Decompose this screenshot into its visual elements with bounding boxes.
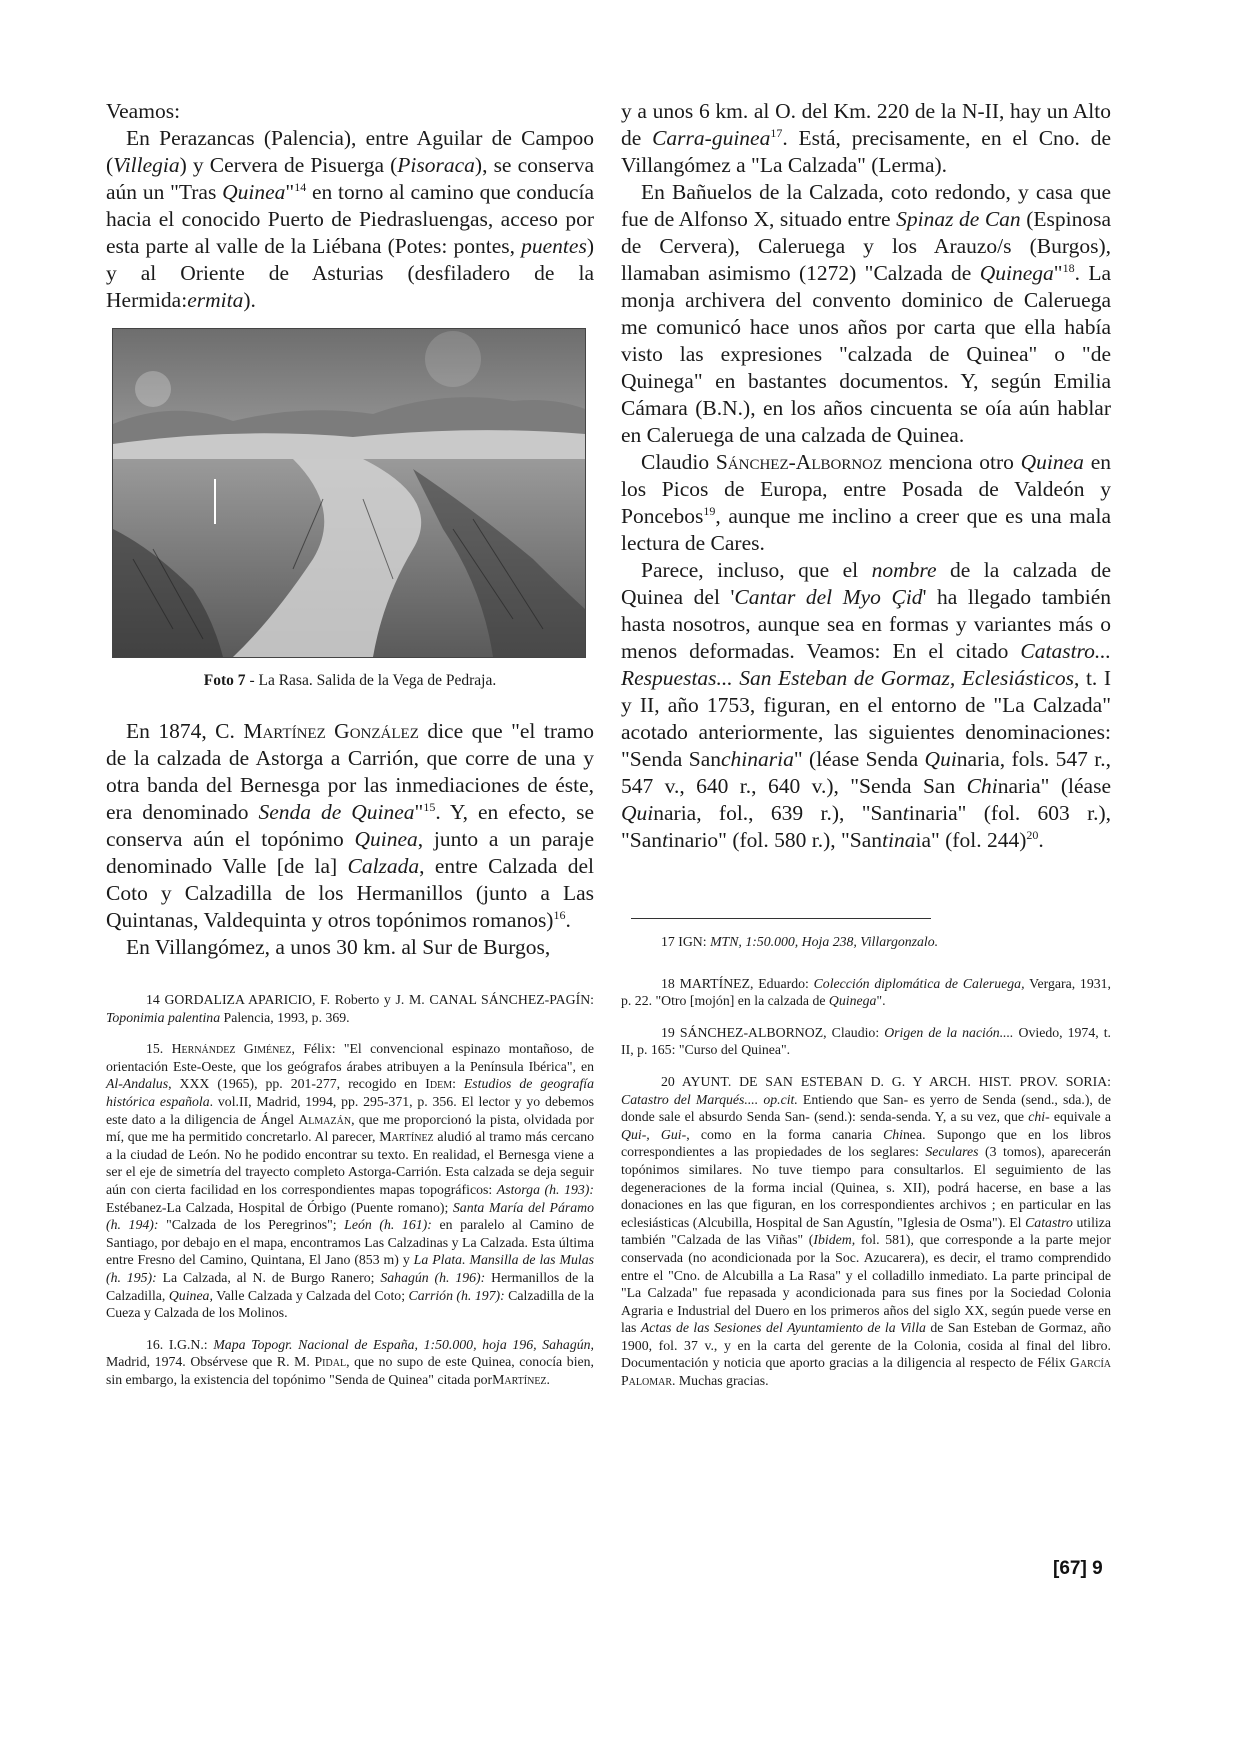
caption-label: Foto 7: [203, 672, 246, 689]
footnotes-left: [106, 991, 594, 1388]
footnote-16: 16. I.G.N.: Mapa Topogr. Nacional de España, 1:50.000, hoja 196, Sahagún, Madrid, 1974. Obsérvese que R. M. Pidal, que no supo de este Quinea, conocía bien, sin embargo, la existencia del topónimo "Senda de Quinea" citada porMartínez.: [106, 1336, 594, 1387]
footnote-rule: [631, 918, 931, 919]
right-body-text: [621, 98, 1111, 854]
footnote-ref-16: 16: [553, 907, 566, 922]
footnote-ref-14: 14: [294, 179, 307, 194]
paragraph-veamos: Veamos:: [106, 99, 181, 123]
footnote-ref-19: 19: [703, 503, 716, 518]
photo-la-rasa: [112, 328, 586, 658]
left-body-text: [106, 98, 594, 314]
paragraph-sanchez-albornoz: Claudio Sánchez-Albornoz menciona otro Quinea en los Picos de Europa, entre Posada de Valdeón y Poncebos$^{19}$, aunque me inclino a creer que es una mala lectura de Cares.: [621, 450, 1111, 555]
landscape-photo-illustration: [113, 329, 585, 657]
footnote-separator-wrap: [621, 918, 1111, 919]
paragraph-perazancas: En Perazancas (Palencia), entre Aguilar de Campoo (Villegia) y Cervera de Pisuerga (Pisoraca), se conserva aún un "Tras Quinea"$^{14}$ en torno al camino que conducía hacia el conocido Puerto de Piedrasluengas, acceso por esta parte al valle de la Liébana (Potes: pontes, puentes) y al Oriente de Asturias (desfiladero de la Hermida:ermita).: [106, 126, 594, 312]
caption-text: - La Rasa. Salida de la Vega de Pedraja.: [245, 672, 497, 689]
footnote-ref-20: 20: [1026, 827, 1039, 842]
paragraph-carra-guinea: y a unos 6 km. al O. del Km. 220 de la N-II, hay un Alto de Carra-guinea$^{17}$. Está, precisamente, en el Cno. de Villangómez a "La Calzada" (Lerma).: [621, 99, 1111, 177]
page-number: [67] 9: [1053, 1558, 1103, 1579]
paragraph-cantar-myo-cid: Parece, incluso, que el nombre de la calzada de Quinea del 'Cantar del Myo Çid' ha llegado también hasta nosotros, aunque sea en formas y variantes más o menos deformadas. Veamos: En el citado Catastro... Respuestas... San Esteban de Gormaz, Eclesiásticos, t. I y II, año 1753, figuran, en el entorno de "La Calzada" acotado anteriormente, las siguientes denominaciones: "Senda Sanchinaria" (léase Senda Quinaria, fols. 547 r., 547 v., 640 r., 640 v.), "Senda San Chinaria" (léase Quinaria, fol., 639 r.), "Santinaria" (fol. 603 r.), "Santinario" (fol. 580 r.), "Santinaia" (fol. 244)$^{20}$.: [621, 558, 1111, 852]
footnote-ref-18: 18: [1062, 260, 1075, 275]
footnote-ref-15: 15: [423, 799, 436, 814]
footnote-15: 15. Hernández Giménez, Félix: "El convencional espinazo montañoso, de orientación Este-Oeste, que los geógrafos árabes atribuyen a la Península Ibérica", en Al-Andalus, XXX (1965), pp. 201-277, recogido en Idem: Estudios de geografía histórica española. vol.II, Madrid, 1994, pp. 295-371, p. 356. El lector y yo debemos este dato a la diligencia de Ángel Almazán, que me proporcionó la pista, olvidada por mí, que me ha permitido concretarlo. Al parecer, Martínez aludió al tramo más cercano a la ciudad de León. No he podido encontrar su texto. En realidad, el Bernesga viene a ser el eje de simetría del trayecto completo Astorga-Carrión. Esta calzada se deja seguir aún con cierta facilidad en los correspondientes mapas topográficos: Astorga (h. 193): Estébanez-La Calzada, Hospital de Órbigo (Puente romano); Santa María del Páramo (h. 194): "Calzada de los Peregrinos"; León (h. 161): en paralelo al Camino de Santiago, por debajo en el mapa, encontramos Las Calzadinas y La Calzada. Esta última entre Fresno del Camino, Quintana, El Jano (853 m) y La Plata. Mansilla de las Mulas (h. 195): La Calzada, al N. de Burgo Ranero; Sahagún (h. 196): Hermanillos de la Calzadilla, Quinea, Valle Calzada y Calzada del Coto; Carrión (h. 197): Calzadilla de la Cueza y Calzada de los Molinos.: [106, 1041, 595, 1321]
footnote-ref-17: 17: [770, 125, 783, 140]
paragraph-banuelos: En Bañuelos de la Calzada, coto redondo, y casa que fue de Alfonso X, situado entre Spinaz de Can (Espinosa de Cervera), Caleruega y los Arauzo/s (Burgos), llamaban asimismo (1272) "Calzada de Quinega"$^{18}$. La monja archivera del convento dominico de Caleruega me comunicó hace unos años por carta que ella había visto las expresiones "calzada de Quinea" o "de Quinega" en bastantes documentos. Y, según Emilia Cámara (B.N.), en los años cincuenta se oía aún hablar en Caleruega de una calzada de Quinea.: [621, 180, 1112, 447]
paragraph-martinez: En 1874, C. Martínez González dice que "el tramo de la calzada de Astorga a Carrión, que corre de una y otra banda del Bernesga por las inmediaciones de éste, era denominado Senda de Quinea"$^{15}$. Y, en efecto, se conserva aún el topónimo Quinea, junto a un paraje denominado Valle [de la] Calzada, entre Calzada del Coto y Calzadilla de los Hermanillos (junto a Las Quintanas, Valdequinta y otros topónimos romanos)$^{16}$.: [106, 719, 595, 932]
footnote-19: 19 SÁNCHEZ-ALBORNOZ, Claudio: Origen de la nación.... Oviedo, 1974, t. II, p. 165: "Curso del Quinea".: [621, 1024, 1111, 1058]
left-body-text-2: [106, 718, 594, 961]
footnote-17: 17 IGN: MTN, 1:50.000, Hoja 238, Villargonzalo.: [661, 934, 939, 949]
footnote-14: 14 GORDALIZA APARICIO, F. Roberto y J. M. CANAL SÁNCHEZ-PAGÍN: Toponimia palentina Palencia, 1993, p. 369.: [106, 992, 594, 1025]
photo-caption: [106, 672, 594, 690]
footnote-20: 20 AYUNT. DE SAN ESTEBAN D. G. Y ARCH. HIST. PROV. SORIA: Catastro del Marqués.... op.cit. Entiendo que San- es yerro de Senda (send., sda.), de donde sale el absurdo Senda San- (send.): senda-senda. Y, a su vez, que chi- equivale a Qui-, Gui-, como en la forma canaria Chinea. Supongo que en los libros correspondientes a las propiedades de los seglares: Seculares (3 tomos), aparecerán topónimos similares. No tuve tiempo para consultarlos. El seguimiento de las degeneraciones de la forma incial (Quinea, s. XII), podrá hacerse, en base a las donaciones en las que figuran, en los correspondientes archivos ; en particular en las eclesiásticas (Alcubilla, Hospital de San Agustín, "Iglesia de Osma"). El Catastro utiliza también "Calzada de las Viñas" (Ibidem, fol. 581), que corresponde a la parte mejor conservada (no acondicionada por la Soc. Azucarera), es decir, el tramo comprendido entre el "Cno. de Alcubilla a La Rasa" y el colladillo inmediato. La parte principal de "La Calzada" fue repasada y acondicionada para sus fines por la Sociedad Colonia Agraria e Industrial del Duero en los primeros años del siglo XX, según puede verse en las Actas de las Sesiones del Ayuntamiento de la Villa de San Esteban de Gormaz, año 1900, fol. 37 v., y en la carta del gerente de la Colonia, cosida al final del libro. Documentación y noticia que aporto gracias a la diligencia al respecto de Félix García Palomar. Muchas gracias.: [621, 1073, 1112, 1389]
footnote-18: 18 MARTÍNEZ, Eduardo: Colección diplomática de Caleruega, Vergara, 1931, p. 22. "Otro [mojón] en la calzada de Quinega".: [621, 975, 1111, 1009]
paragraph-villangomez: En Villangómez, a unos 30 km. al Sur de Burgos,: [126, 935, 551, 959]
footnotes-right: [621, 933, 1111, 1390]
left-column: [106, 98, 594, 1402]
right-column: [621, 98, 1111, 1404]
